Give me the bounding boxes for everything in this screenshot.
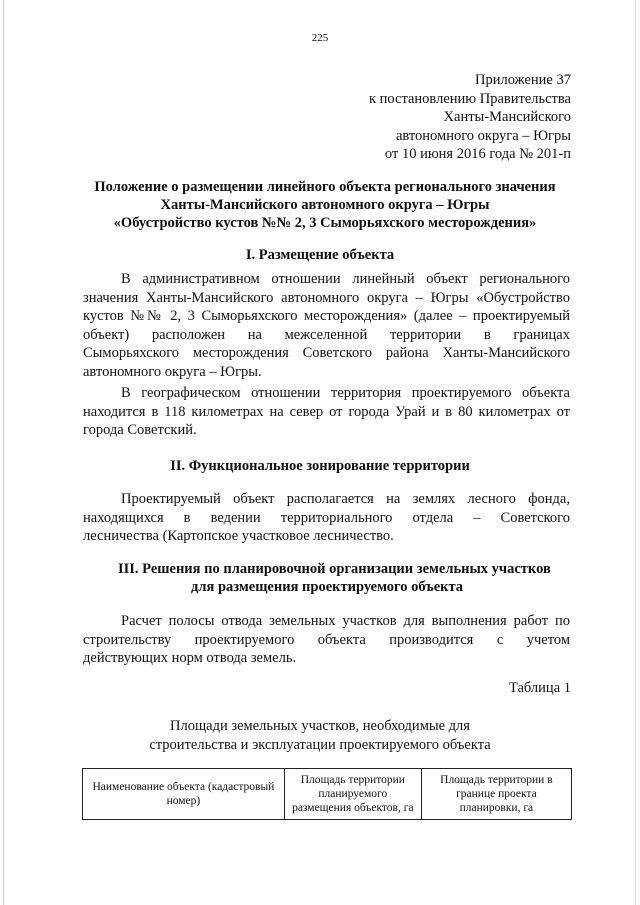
section-heading-zoning: II. Функциональное зонирование территории (170, 458, 470, 474)
header-object-name: Наименование объекта (кадастровый номер) (83, 769, 285, 820)
heading-line: для размещения проектируемого объекта (191, 579, 464, 595)
text-line: Проектируемый объект располагается на землях лесного фонда, (121, 491, 570, 507)
table-caption (0, 717, 640, 754)
text-line: находится в 118 километрах на север от города Урай и в 80 километрах от (83, 403, 570, 420)
title-line: Ханты-Мансийского автономного округа – Югры (160, 197, 490, 213)
paragraph-geographic (83, 384, 570, 440)
text-line: строительству проектируемого объекта производится с учетом (83, 631, 570, 648)
section-heading-placement: I. Размещение объекта (245, 247, 395, 263)
text-line: действующих норм отвода земель. (83, 650, 297, 667)
appendix-line: Ханты-Мансийского (443, 109, 571, 126)
text-line: В административном отношении линейный объект регионального (121, 271, 570, 287)
paragraph-administrative (83, 270, 570, 382)
appendix-block (369, 71, 571, 164)
page-number: 225 (311, 32, 329, 44)
text-line: Сыморьяхского месторождения Советского района Ханты-Мансийского (83, 345, 570, 362)
heading-line: III. Решения по планировочной организации земельных участков (118, 561, 551, 577)
text-line: автономного округа – Югры. (83, 363, 262, 380)
paragraph-zoning (83, 490, 570, 546)
table-header-row (83, 769, 572, 820)
header-project-area: Площадь территории в границе проекта планировки, га (421, 769, 571, 820)
text-line: В географическом отношении территория проектируемого объекта (121, 385, 570, 401)
text-line: лесничества (Картопское участковое лесничество. (83, 528, 394, 545)
document-title (60, 178, 590, 232)
section-heading-land-plots (118, 560, 551, 596)
caption-line: Площади земельных участков, необходимые для (170, 718, 470, 734)
scan-edge-left (3, 0, 4, 905)
appendix-line: от 10 июня 2016 года № 201-п (384, 146, 571, 163)
text-line: находящихся в ведении территориального отдела – Советского (83, 509, 570, 526)
text-line: кустов №№ 2, 3 Сыморьяхского месторождения» (далее – проектируемый (83, 308, 570, 325)
title-line: «Обустройство кустов №№ 2, 3 Сыморьяхского месторождения» (113, 215, 537, 231)
caption-line: строительства и эксплуатации проектируемого объекта (149, 736, 491, 753)
title-line: Положение о размещении линейного объекта регионального значения (94, 179, 556, 195)
header-planned-area: Площадь территории планируемого размещения объектов, га (284, 769, 421, 820)
scan-edge-right (635, 0, 636, 905)
appendix-line: Приложение 37 (475, 72, 571, 88)
appendix-line: автономного округа – Югры (395, 127, 571, 144)
appendix-line: к постановлению Правительства (369, 90, 571, 107)
text-line: Расчет полосы отвода земельных участков для выполнения работ по (121, 613, 570, 629)
text-line: объект) расположен на межселенной территории в границах (83, 326, 570, 343)
land-area-table (82, 768, 572, 820)
text-line: города Советский. (83, 422, 197, 439)
paragraph-land-allotment (83, 612, 570, 668)
table-label: Таблица 1 (508, 680, 571, 696)
text-line: значения Ханты-Мансийского автономного округа – Югры «Обустройство (83, 289, 570, 306)
